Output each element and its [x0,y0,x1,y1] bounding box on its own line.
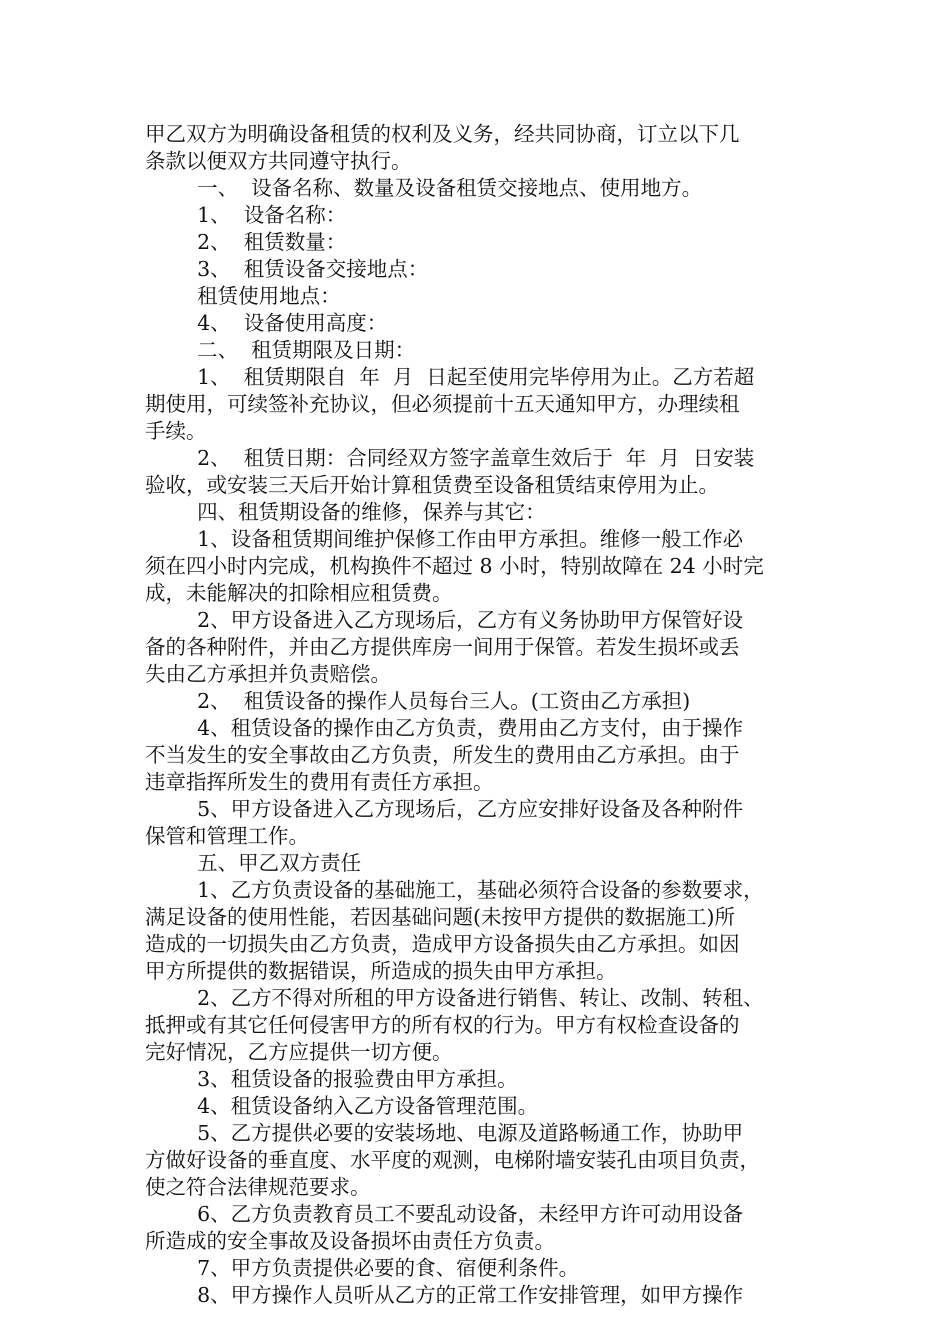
text-line: 甲方所提供的数据错误，所造成的损失由甲方承担。 [145,959,617,983]
text-line: 5、甲方设备进入乙方现场后，乙方应安排好设备及各种附件 [145,797,744,821]
text-line: 违章指挥所发生的费用有责任方承担。 [145,770,494,794]
text-line: 验收，或安装三天后开始计算租赁费至设备租赁结束停用为止。 [145,473,719,497]
text-line: 1、 租赁期限自 年 月 日起至使用完毕停用为止。乙方若超 [145,365,755,389]
text-line: 2、 租赁数量： [145,230,347,254]
section-heading: 一、 设备名称、数量及设备租赁交接地点、使用地方。 [145,176,703,200]
section-heading: 五、甲乙双方责任 [145,851,362,875]
text-line: 3、 租赁设备交接地点： [145,257,429,281]
contract-text-body [145,121,825,1309]
text-line: 2、甲方设备进入乙方现场后，乙方有义务协助甲方保管好设 [145,608,744,632]
text-line: 条款以便双方共同遵守执行。 [145,149,412,173]
text-line: 2、 租赁设备的操作人员每台三人。(工资由乙方承担) [145,689,691,713]
text-line: 手续。 [145,419,207,443]
text-line: 完好情况，乙方应提供一切方便。 [145,1040,453,1064]
text-line: 4、 设备使用高度： [145,311,388,335]
text-line: 期使用，可续签补充协议，但必须提前十五天通知甲方，办理续租 [145,392,740,416]
text-line: 保管和管理工作。 [145,824,309,848]
text-line: 1、 设备名称： [145,203,347,227]
text-line: 4、租赁设备纳入乙方设备管理范围。 [145,1094,539,1118]
text-line: 4、租赁设备的操作由乙方负责，费用由乙方支付，由于操作 [145,716,744,740]
text-line: 1、设备租赁期间维护保修工作由甲方承担。维修一般工作必 [145,527,744,551]
text-line: 2、乙方不得对所租的甲方设备进行销售、转让、改制、转租、 [145,986,764,1010]
text-line: 方做好设备的垂直度、水平度的观测，电梯附墙安装孔由项目负责， [145,1148,760,1172]
text-line: 6、乙方负责教育员工不要乱动设备，未经甲方许可动用设备 [145,1202,744,1226]
text-line: 造成的一切损失由乙方负责，造成甲方设备损失由乙方承担。如因 [145,932,740,956]
section-heading: 二、 租赁期限及日期： [145,338,416,362]
text-line: 使之符合法律规范要求。 [145,1175,371,1199]
text-line: 所造成的安全事故及设备损坏由责任方负责。 [145,1229,555,1253]
text-line: 8、甲方操作人员听从乙方的正常工作安排管理，如甲方操作 [145,1283,744,1307]
text-line: 须在四小时内完成，机构换件不超过 8 小时，特别故障在 24 小时完 [145,554,764,578]
text-line: 7、甲方负责提供必要的食、宿便利条件。 [145,1256,580,1280]
text-line: 抵押或有其它任何侵害甲方的所有权的行为。甲方有权检查设备的 [145,1013,740,1037]
text-line: 甲乙双方为明确设备租赁的权利及义务，经共同协商，订立以下几 [145,122,740,146]
text-line: 租赁使用地点： [145,284,341,308]
text-line: 备的各种附件，并由乙方提供库房一间用于保管。若发生损坏或丢 [145,635,740,659]
text-line: 满足设备的使用性能，若因基础问题(未按甲方提供的数据施工)所 [145,905,735,929]
text-line: 5、乙方提供必要的安装场地、电源及道路畅通工作，协助甲 [145,1121,744,1145]
text-line: 1、乙方负责设备的基础施工，基础必须符合设备的参数要求， [145,878,764,902]
text-line: 失由乙方承担并负责赔偿。 [145,662,391,686]
text-line: 3、租赁设备的报验费由甲方承担。 [145,1067,518,1091]
text-line: 不当发生的安全事故由乙方负责，所发生的费用由乙方承担。由于 [145,743,740,767]
text-line: 成，未能解决的扣除相应租赁费。 [145,581,453,605]
section-heading: 四、租赁期设备的维修，保养与其它： [145,500,546,524]
text-line: 2、 租赁日期：合同经双方签字盖章生效后于 年 月 日安装 [145,446,755,470]
